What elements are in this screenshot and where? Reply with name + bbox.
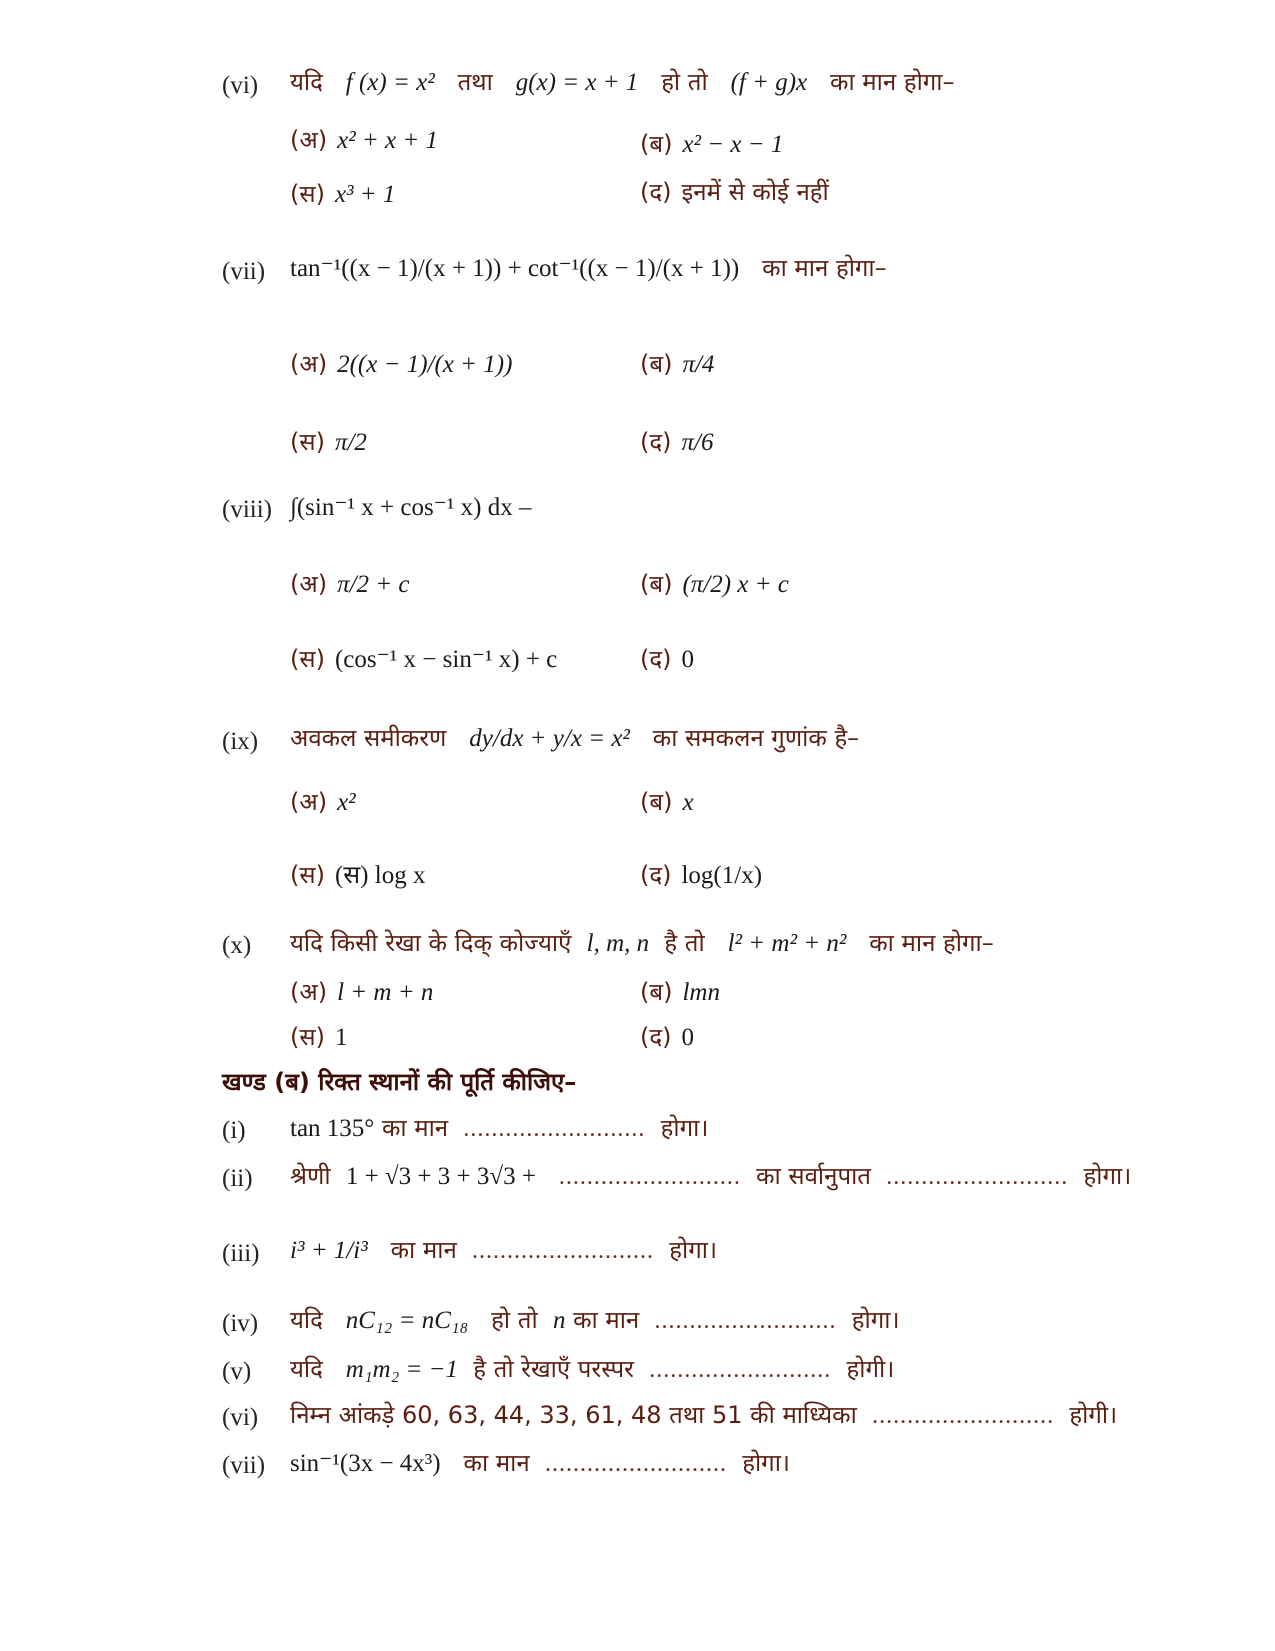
option-b: (ब) lmn: [640, 978, 720, 1006]
option-c: (स) (cos⁻¹ x − sin⁻¹ x) + c: [290, 645, 558, 673]
fill-item: tan 135° का मान .......................... होगा।: [290, 1114, 709, 1142]
question-number: (viii): [222, 496, 272, 523]
fill-item-number: (iii): [222, 1240, 260, 1267]
question-number: (vi): [222, 72, 259, 99]
fill-item-number: (v): [222, 1358, 252, 1385]
question-text: यदि f (x) = x² तथा g(x) = x + 1 हो तो (f + g)x का मान होगा–: [290, 68, 955, 96]
option-a: (अ) π/2 + c: [290, 570, 410, 598]
option-d: (द) π/6: [640, 428, 714, 456]
option-a: (अ) x²: [290, 788, 356, 816]
question-number: (x): [222, 932, 252, 959]
option-c: (स) 1: [290, 1023, 348, 1051]
question-text: ∫(sin⁻¹ x + cos⁻¹ x) dx –: [290, 494, 532, 521]
question-text: tan⁻¹((x − 1)/(x + 1)) + cot⁻¹((x − 1)/(x + 1)) का मान होगा–: [290, 254, 887, 282]
section-heading: खण्ड (ब) रिक्त स्थानों की पूर्ति कीजिए–: [222, 1068, 577, 1096]
fill-item-number: (i): [222, 1117, 246, 1144]
option-a: (अ) x² + x + 1: [290, 126, 439, 154]
fill-item: i³ + 1/i³ का मान .......................... होगा।: [290, 1236, 718, 1264]
option-a: (अ) l + m + n: [290, 978, 434, 1006]
question-text: यदि किसी रेखा के दिक् कोज्याएँ l, m, n है तो l² + m² + n² का मान होगा–: [290, 929, 994, 957]
fill-item-number: (iv): [222, 1310, 259, 1337]
option-d: (द) इनमें से कोई नहीं: [640, 178, 829, 206]
fill-item: यदि m₁m₂ = −1 है तो रेखाएँ परस्पर .......................... होगी।: [290, 1355, 895, 1383]
fill-item-number: (ii): [222, 1165, 253, 1192]
fill-item-number: (vii): [222, 1452, 266, 1479]
question-number: (vii): [222, 258, 266, 285]
option-c: (स) x³ + 1: [290, 180, 396, 208]
option-d: (द) 0: [640, 1023, 694, 1051]
fill-item-number: (vi): [222, 1404, 259, 1431]
option-b: (ब) x² − x − 1: [640, 130, 784, 158]
fill-item: sin⁻¹(3x − 4x³) का मान .......................... होगा।: [290, 1449, 791, 1477]
question-number: (ix): [222, 728, 259, 755]
option-b: (ब) (π/2) x + c: [640, 570, 789, 598]
option-d: (द) 0: [640, 645, 694, 673]
option-c: (स) (स) log x: [290, 861, 426, 889]
option-b: (ब) π/4: [640, 350, 715, 378]
fill-item: श्रेणी 1 + √3 + 3 + 3√3 + .......................... का सर्वानुपात .......................... होगा।: [290, 1162, 1132, 1190]
fill-item: निम्न आंकड़े 60, 63, 44, 33, 61, 48 तथा 51 की माध्यिका .......................... होगी।: [290, 1401, 1118, 1429]
option-b: (ब) x: [640, 788, 694, 816]
question-text: अवकल समीकरण dy/dx + y/x = x² का समकलन गुणांक है–: [290, 724, 860, 752]
option-d: (द) log(1/x): [640, 861, 763, 889]
option-c: (स) π/2: [290, 428, 367, 456]
fill-item: यदि nC₁₂ = nC₁₈ हो तो n का मान .......................... होगा।: [290, 1306, 900, 1334]
option-a: (अ) 2((x − 1)/(x + 1)): [290, 350, 513, 378]
